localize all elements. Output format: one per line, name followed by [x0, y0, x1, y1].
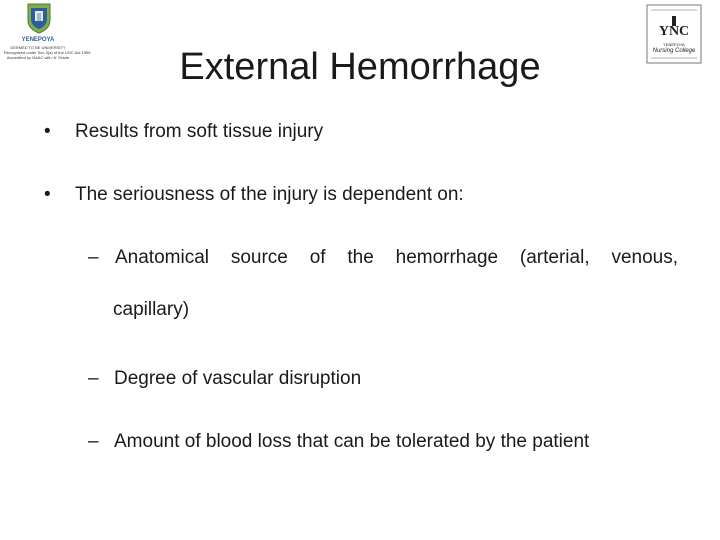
logo-name: YENEPOYA — [21, 37, 55, 43]
logo-sub-2: Nursing College — [652, 48, 696, 54]
bullet-text: Results from soft tissue injury — [75, 121, 324, 142]
sub-bullet-item — [88, 430, 589, 454]
logo-initials: YNC — [658, 24, 690, 39]
sub-bullet-text: Anatomical source of the hemorrhage (arterial, venous, — [115, 247, 678, 268]
logo-line-1: DEEMED TO BE UNIVERSITY — [10, 45, 66, 50]
sub-bullet-text: Degree of vascular disruption — [114, 368, 362, 389]
bullet-item — [44, 120, 323, 144]
bullet-marker: • — [44, 184, 51, 205]
sub-bullet-marker: – — [88, 247, 99, 268]
bullet-item — [44, 183, 464, 207]
slide-title: External Hemorrhage — [179, 46, 541, 88]
logo-line-2: Recognized under Sec 3(a) of the UGC Act 1956 — [4, 50, 91, 55]
bullet-text: The seriousness of the injury is dependent on: — [75, 184, 464, 205]
shield-icon — [26, 2, 52, 34]
sub-bullet-item — [88, 367, 361, 391]
sub-bullet-text: Amount of blood loss that can be tolerated by the patient — [114, 431, 590, 452]
sub-bullet-item — [88, 246, 678, 320]
logo-sub-1: YENEPOYA — [663, 42, 685, 47]
bullet-marker: • — [44, 121, 51, 142]
sub-bullet-marker: – — [88, 431, 99, 452]
sub-bullet-marker: – — [88, 368, 99, 389]
sub-bullet-text-continued: capillary) — [113, 299, 190, 320]
logo-line-3: Accredited by NAAC with 'A' Grade — [6, 55, 70, 60]
